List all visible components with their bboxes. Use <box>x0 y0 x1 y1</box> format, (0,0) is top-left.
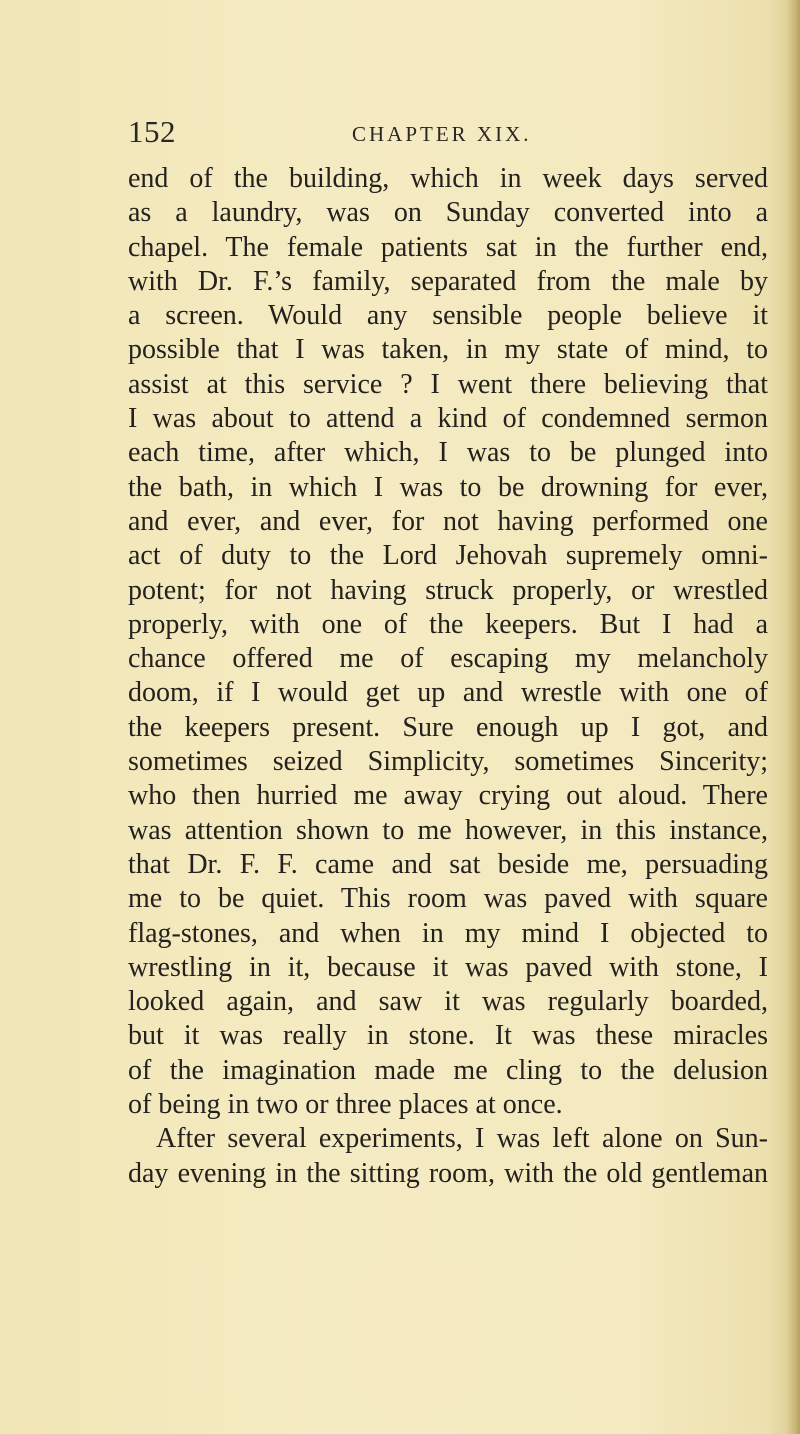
text-line: that Dr. F. F. came and sat beside me, persuading <box>128 848 768 880</box>
text-line: of being in two or three places at once. <box>128 1089 563 1121</box>
text-line: but it was really in stone. It was these miracles <box>128 1020 768 1052</box>
text-line: assist at this service ? I went there believing that <box>128 368 768 400</box>
page-edge-shadow <box>786 0 800 1434</box>
text-line: me to be quiet. This room was paved with square <box>128 883 768 915</box>
text-line: a screen. Would any sensible people believe it <box>128 300 768 332</box>
chapter-title: CHAPTER XIX. <box>352 122 532 146</box>
text-line: act of duty to the Lord Jehovah supremely omni- <box>128 540 768 572</box>
text-line: potent; for not having struck properly, or wrestled <box>128 574 768 606</box>
text-line: of the imagination made me cling to the delusion <box>128 1054 768 1086</box>
text-line: possible that I was taken, in my state of mind, to <box>128 334 768 366</box>
text-line: who then hurried me away crying out aloud. There <box>128 780 768 812</box>
text-line: properly, with one of the keepers. But I had a <box>128 608 768 640</box>
page-number: 152 <box>128 114 176 149</box>
text-line: After several experiments, I was left alone on Sun- <box>156 1123 768 1155</box>
text-line: flag-stones, and when in my mind I objected to <box>128 917 768 949</box>
text-line: with Dr. F.’s family, separated from the male by <box>128 265 768 297</box>
text-line: looked again, and saw it was regularly boarded, <box>128 986 768 1018</box>
text-line: day evening in the sitting room, with the old gentleman <box>128 1157 768 1189</box>
text-line: the keepers present. Sure enough up I got, and <box>128 711 768 743</box>
text-line: end of the building, which in week days served <box>128 163 768 194</box>
page-header <box>128 114 768 158</box>
text-line: as a laundry, was on Sunday converted into a <box>128 197 768 229</box>
body-text <box>128 162 768 1191</box>
text-line: the bath, in which I was to be drowning for ever, <box>128 471 768 503</box>
text-line: chapel. The female patients sat in the further end, <box>128 231 768 263</box>
text-line: each time, after which, I was to be plunged into <box>128 437 768 469</box>
text-line: doom, if I would get up and wrestle with one of <box>128 677 768 709</box>
text-line: wrestling in it, because it was paved with stone, I <box>128 951 768 983</box>
text-line: sometimes seized Simplicity, sometimes Sincerity; <box>128 746 768 778</box>
text-line: was attention shown to me however, in this instance, <box>128 814 768 846</box>
text-line: and ever, and ever, for not having performed one <box>128 505 768 537</box>
text-line: chance offered me of escaping my melancholy <box>128 643 768 675</box>
text-line: I was about to attend a kind of condemned sermon <box>128 403 768 435</box>
